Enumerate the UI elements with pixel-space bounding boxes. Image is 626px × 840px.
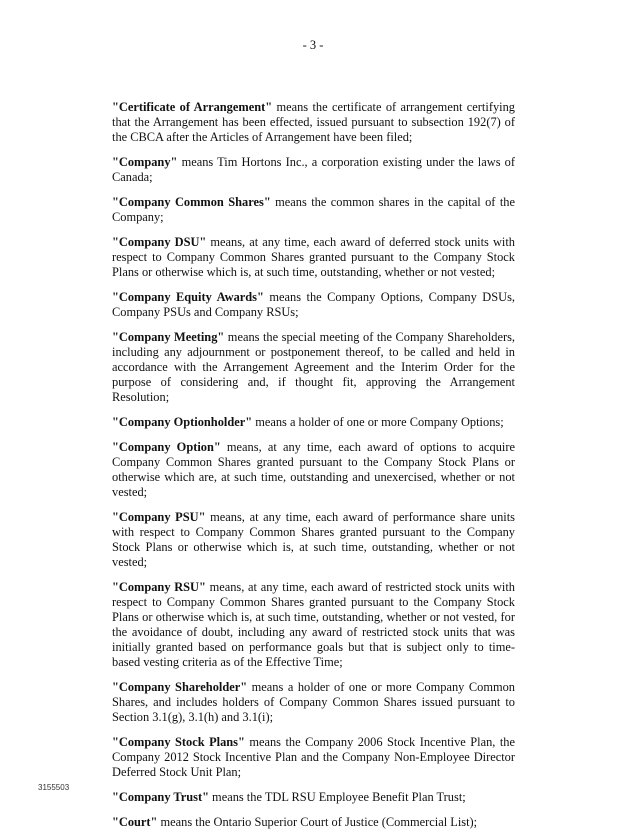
definition-text: means the certificate of arrangement certifying that the Arrangement has been effected, issued pursuant to subsection 192(7) of the CBCA after the Articles of Arrangement have been filed; (112, 100, 515, 144)
document-id: 3155503 (38, 783, 70, 792)
defined-term: "Certificate of Arrangement" (112, 100, 273, 114)
defined-term: "Company Meeting" (112, 330, 225, 344)
definition-text: means a holder of one or more Company Options; (252, 415, 504, 429)
definition-paragraph (112, 100, 515, 145)
definition-text: means Tim Hortons Inc., a corporation existing under the laws of Canada; (112, 155, 515, 184)
defined-term: "Company Common Shares" (112, 195, 271, 209)
defined-term: "Company PSU" (112, 510, 206, 524)
definition-text: means the Ontario Superior Court of Justice (Commercial List); (157, 815, 478, 829)
definition-paragraph (112, 440, 515, 500)
definition-text: means, at any time, each award of options to acquire Company Common Shares granted pursuant to the Company Stock Plans or otherwise which are, at such time, outstanding and unexercised, whether or not vested; (112, 440, 515, 499)
definition-text: means, at any time, each award of restricted stock units with respect to Company Common Shares granted pursuant to the Company Stock Plans or otherwise which is, at such time, outstanding, whether or not vested, for the avoidance of doubt, including any award of restricted stock units that was initially granted based on performance goals but that is subject only to time-based vesting criteria as of the Effective Time; (112, 580, 515, 669)
definition-text: means the common shares in the capital of the Company; (112, 195, 515, 224)
defined-term: "Company Shareholder" (112, 680, 248, 694)
defined-term: "Company Equity Awards" (112, 290, 264, 304)
definition-paragraph (112, 415, 515, 430)
definition-text: means a holder of one or more Company Common Shares, and includes holders of Company Common Shares issued pursuant to Section 3.1(g), 3.1(h) and 3.1(i); (112, 680, 515, 724)
definition-paragraph (112, 290, 515, 320)
definition-paragraph (112, 735, 515, 780)
defined-term: "Court" (112, 815, 158, 829)
definition-paragraph (112, 330, 515, 405)
defined-term: "Company Optionholder" (112, 415, 253, 429)
defined-term: "Company DSU" (112, 235, 207, 249)
definition-paragraph (112, 580, 515, 670)
defined-term: "Company" (112, 155, 178, 169)
definition-text: means the Company 2006 Stock Incentive Plan, the Company 2012 Stock Incentive Plan and the Company Non-Employee Director Deferred Stock Unit Plan; (112, 735, 515, 779)
definition-paragraph (112, 195, 515, 225)
defined-term: "Company Stock Plans" (112, 735, 245, 749)
defined-term: "Company Trust" (112, 790, 209, 804)
definition-text: means the Company Options, Company DSUs, Company PSUs and Company RSUs; (112, 290, 515, 319)
definitions-list (112, 100, 515, 840)
definition-paragraph (112, 790, 515, 805)
definition-text: means, at any time, each award of deferred stock units with respect to Company Common Shares granted pursuant to the Company Stock Plans or otherwise which is, at such time, outstanding, whether or not vested; (112, 235, 515, 279)
definition-paragraph (112, 155, 515, 185)
definition-text: means, at any time, each award of performance share units with respect to Company Common Shares granted pursuant to the Company Stock Plans or otherwise which is, at such time, outstanding, whether or not vested; (112, 510, 516, 569)
definition-paragraph (112, 235, 515, 280)
definition-paragraph (112, 680, 515, 725)
defined-term: "Company RSU" (112, 580, 206, 594)
definition-text: means the TDL RSU Employee Benefit Plan Trust; (208, 790, 466, 804)
definition-text: means the special meeting of the Company Shareholders, including any adjournment or postponement thereof, to be called and held in accordance with the Arrangement Agreement and the Interim Order for the purpose of considering and, if thought fit, approving the Arrangement Resolution; (112, 330, 515, 404)
definition-paragraph (112, 815, 515, 830)
definition-paragraph (112, 510, 515, 570)
page-number: - 3 - (302, 38, 324, 52)
defined-term: "Company Option" (112, 440, 221, 454)
